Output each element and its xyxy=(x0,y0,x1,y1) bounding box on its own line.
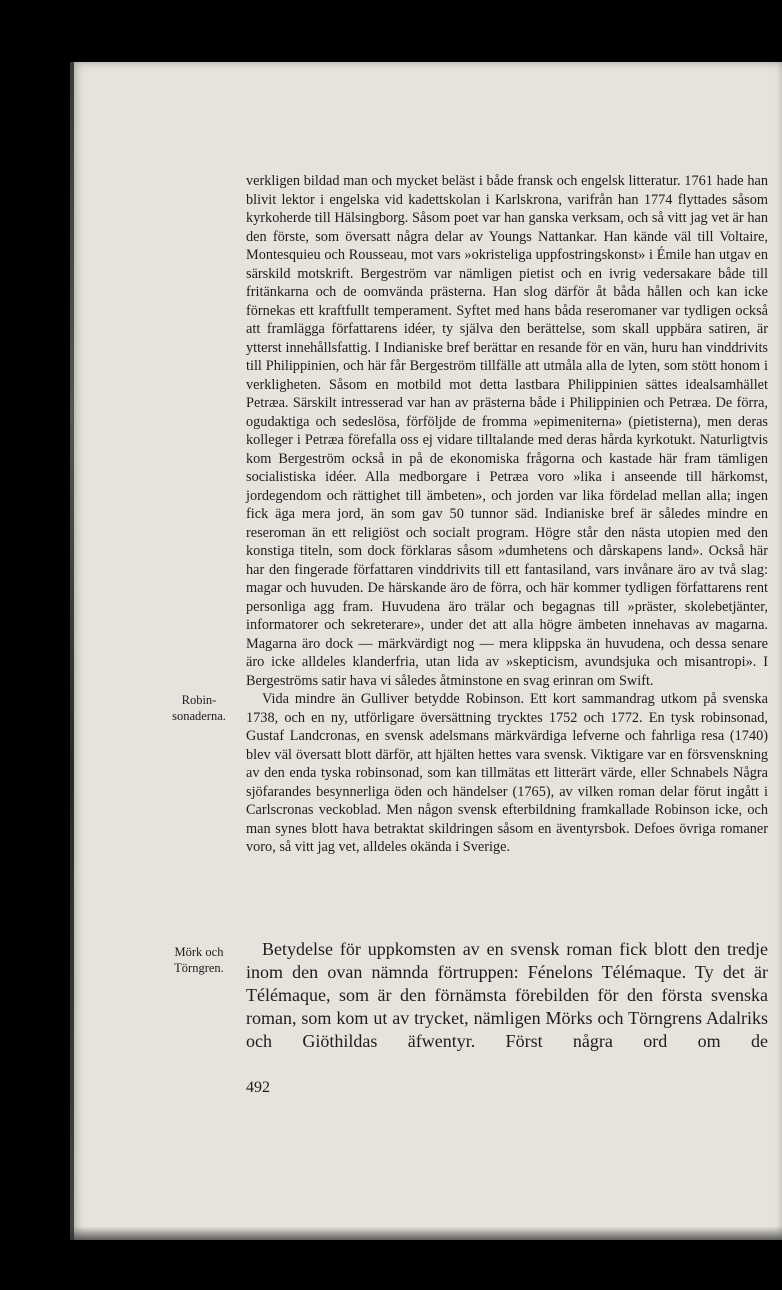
main-text-block xyxy=(246,172,768,857)
paragraph-robinson: Vida mindre än Gulliver betydde Robinson. Ett kort sammandrag utkom på svenska 1738, och en ny, utförligare översättning trycktes 1752 och 1772. En tysk robinsonad, Gustaf Landcronas, en svensk adelsmans märkvärdiga lefverne och fahrliga resa (1740) blev väl översatt blott därför, att hjälten hettes vara svensk. Viktigare var en försvenskning av den enda tyska robinsonad, som kan tillmätas ett litterärt värde, eller Schnabels Några sjöfarandes besynnerliga öden och händelser (1765), av vilken roman delar förut ingått i Carlscronas veckoblad. Men någon svensk efterbildning framkallade Robinson icke, och man synes blott hava betraktat skildringen såsom en äventyrsbok. Defoes övriga romaner voro, så vitt jag vet, alldeles okända i Sverige. xyxy=(246,691,768,855)
margin-note-mork-och-torngren: Mörk och Törngren. xyxy=(174,945,224,975)
page-bottom-shadow xyxy=(70,1226,782,1240)
page-number: 492 xyxy=(246,1079,270,1096)
page-binding-edge xyxy=(70,62,74,1240)
paragraph-bergestrom: verkligen bildad man och mycket beläst i både fransk och engelsk litteratur. 1761 hade han blivit lektor i engelska vid kadettskolan i Karlskrona, varifrån han 1774 flyttades såsom kyrkoherde till Hälsingborg. Såsom poet var han ganska verksam, och så vitt jag vet är han den förste, som översatt några delar av Youngs Nattankar. Han kände väl till Voltaire, Montesquieu och Rousseau, mot vars »okristeliga uppfostringskonst» i Émile han utgav en särskild motskrift. Bergeström var nämligen pietist och en ivrig vedersakare både till fritänkarna och de oomvända prästerna. Han slog därför åt båda hållen och kan icke förnekas ett kraftfullt temperament. Syftet med hans båda reseromaner var tydligen också att framlägga författarens idéer, ty själva den berättelse, som skall uppbära satiren, är ytterst innehållsfattig. I Indianiske bref berättar en resande för en vän, huru han vinddrivits till Philippinien, och här får Bergeström tillfälle att utmåla alla de lyten, som stött honom i verkligheten. Såsom en motbild mot detta lastbara Philippinien sättes idealsamhället Petræa. Särskilt intresserad var han av prästerna både i Philippinien och Petræa. De förra, ogudaktiga och sedeslösa, förföljde de fromma »epimeniterna» (pietisterna), men deras kolleger i Petræa förefalla oss ej vidare tilltalande med deras hårda kyrkotukt. Naturligtvis kom Bergeström också in på de ekonomiska frågorna och kastade här fram tämligen socialistiska idéer. Alla medborgare i Petræa voro »lika i anseende till härkomst, jordegendom och rättighet till ämbeten», och jorden var lika fördelad mellan alla; ingen fick äga mera jord, än som gav 50 tunnor säd. Indianiske bref är således mindre en reseroman än ett religiöst och socialt program. Högre står den nästa utopien med den konstiga titeln, som dock förklaras såsom »dumhetens och dårskapens land». Också här har den fingerade författaren vinddrivits till ett fantasiland, vars invånare äro av två slag: magar och huvuden. De härskande äro de förra, och här kommer tydligen författarens rent personliga agg fram. Huvudena äro trälar och begagnas till »präster, skolebetjänter, informatorer och sekreterare», under det att alla högre ämbeten innehavas av magarna. Magarna äro dock — märkvärdigt nog — mera klippska än huvudena, och dessa senare äro icke alldeles klanderfria, utan lida av »skepticism, avundsjuka och misantropi». I Bergeströms satir hava vi således åtminstone en svag erinran om Swift. xyxy=(246,173,768,689)
large-text-block xyxy=(246,938,768,1053)
paragraph-telemaque: Betydelse för uppkomsten av en svensk roman fick blott den tredje inom den ovan nämnda förtruppen: Fénelons Télémaque. Ty det är Télémaque, som är den förnämsta förebilden för den första svenska roman, som kom ut av trycket, nämligen Mörks och Törngrens Adalriks och Giöthildas äfwentyr. Först några ord om de xyxy=(246,939,768,1051)
margin-note-robinsonaderna: Robin- sonaderna. xyxy=(172,693,226,723)
